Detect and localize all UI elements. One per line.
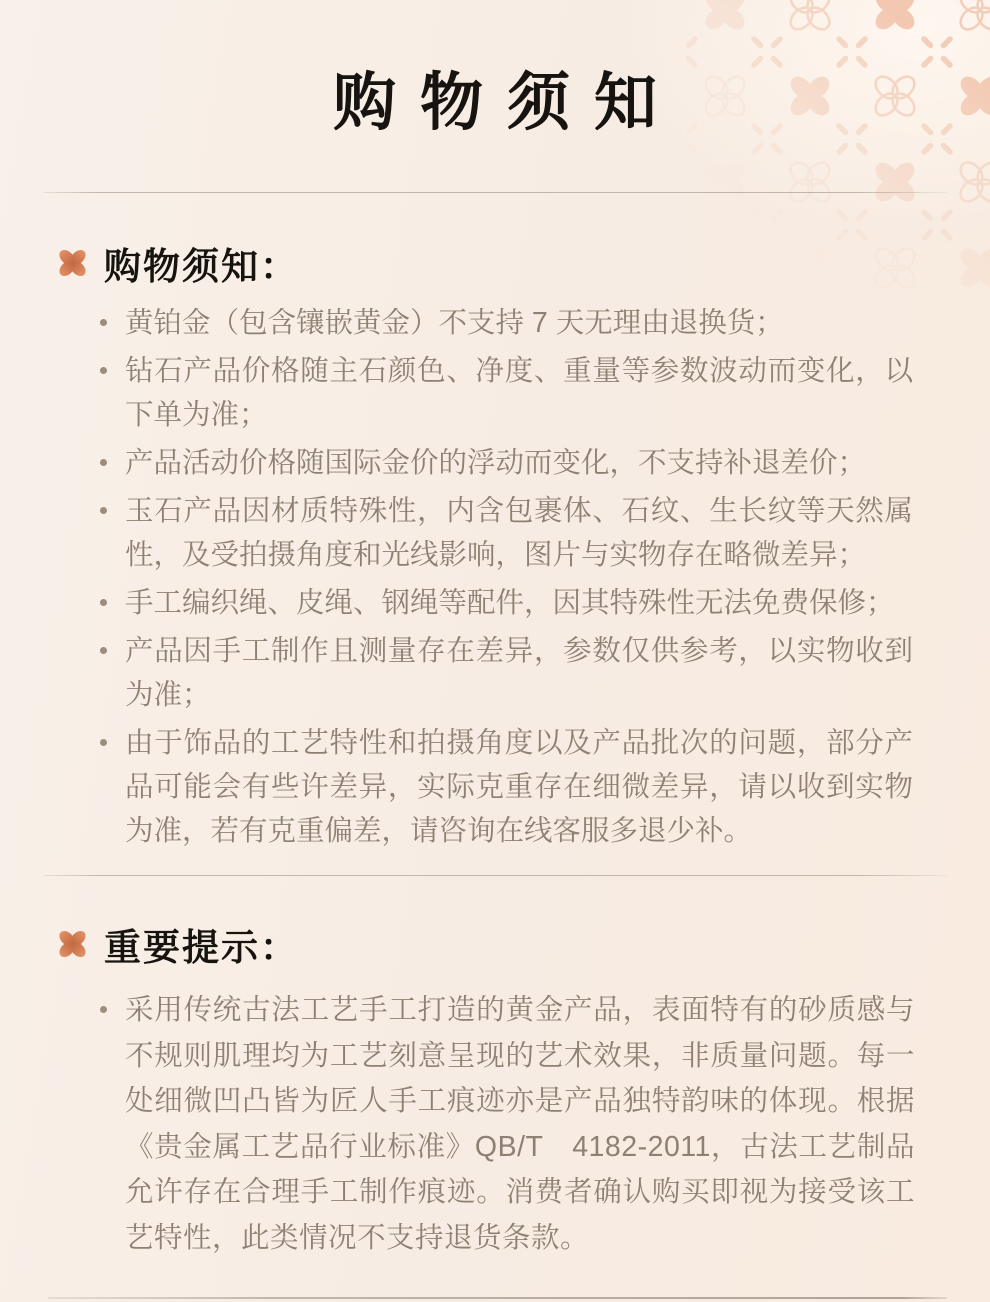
notice-item-text: 黄铂金（包含镶嵌黄金）不支持 7 天无理由退换货； bbox=[125, 307, 784, 339]
notice-list-item bbox=[125, 489, 913, 577]
clover-icon bbox=[56, 927, 89, 961]
bottom-section-divider bbox=[48, 1297, 947, 1299]
shopping-notice-list bbox=[125, 301, 913, 853]
notice-item-text: 由于饰品的工艺特性和拍摄角度以及产品批次的问题，部分产品可能会有些许差异，实际克重存在细微差异，请以收到实物为准，若有克重偏差，请咨询在线客服多退少补。 bbox=[125, 727, 913, 847]
important-notice-section-header bbox=[56, 917, 299, 971]
notice-list-item bbox=[125, 629, 913, 717]
notice-list-item bbox=[125, 349, 913, 437]
important-notice-list bbox=[125, 988, 915, 1261]
notice-list-item bbox=[125, 988, 915, 1261]
section-heading: 重要提示： bbox=[104, 927, 299, 968]
notice-list-item bbox=[125, 581, 913, 625]
notice-item-text: 产品活动价格随国际金价的浮动而变化，不支持补退差价； bbox=[125, 447, 867, 479]
bullet-dot bbox=[100, 647, 107, 654]
notice-item-text: 玉石产品因材质特殊性，内含包裹体、石纹、生长纹等天然属性，及受拍摄角度和光线影响，图片与实物存在略微差异； bbox=[125, 495, 913, 571]
section-divider bbox=[44, 875, 947, 876]
clover-icon bbox=[56, 246, 89, 280]
bullet-dot bbox=[100, 459, 107, 466]
bullet-dot bbox=[100, 1006, 107, 1013]
notice-list-item bbox=[125, 441, 913, 485]
clover-pattern-icon bbox=[678, 0, 990, 312]
bullet-dot bbox=[100, 739, 107, 746]
page-title: 购物须知 bbox=[333, 68, 681, 138]
clover-lattice-pattern bbox=[678, 0, 990, 312]
bullet-dot bbox=[100, 367, 107, 374]
shopping-notice-section-header bbox=[56, 236, 299, 290]
notice-item-text: 钻石产品价格随主石颜色、净度、重量等参数波动而变化，以下单为准； bbox=[125, 355, 913, 431]
notice-item-text: 产品因手工制作且测量存在差异，参数仅供参考，以实物收到为准； bbox=[125, 635, 913, 711]
section-heading: 购物须知： bbox=[104, 246, 299, 287]
bullet-dot bbox=[100, 599, 107, 606]
bullet-dot bbox=[100, 507, 107, 514]
section-divider bbox=[44, 192, 947, 193]
notice-list-item bbox=[125, 301, 913, 345]
notice-item-text: 手工编织绳、皮绳、钢绳等配件，因其特殊性无法免费保修； bbox=[125, 587, 895, 619]
bullet-dot bbox=[100, 319, 107, 326]
notice-list-item bbox=[125, 721, 913, 853]
notice-item-text: 采用传统古法工艺手工打造的黄金产品，表面特有的砂质感与不规则肌理均为工艺刻意呈现的艺术效果，非质量问题。每一处细微凹凸皆为匠人手工痕迹亦是产品独特韵味的体现。根据《贵金属工艺品行业标准》QB/T 4182-2011，古法工艺制品允许存在合理手工制作痕迹。消费者确认购买即视为接受该工艺特性，此类情况不支持退货条款。 bbox=[125, 994, 915, 1254]
